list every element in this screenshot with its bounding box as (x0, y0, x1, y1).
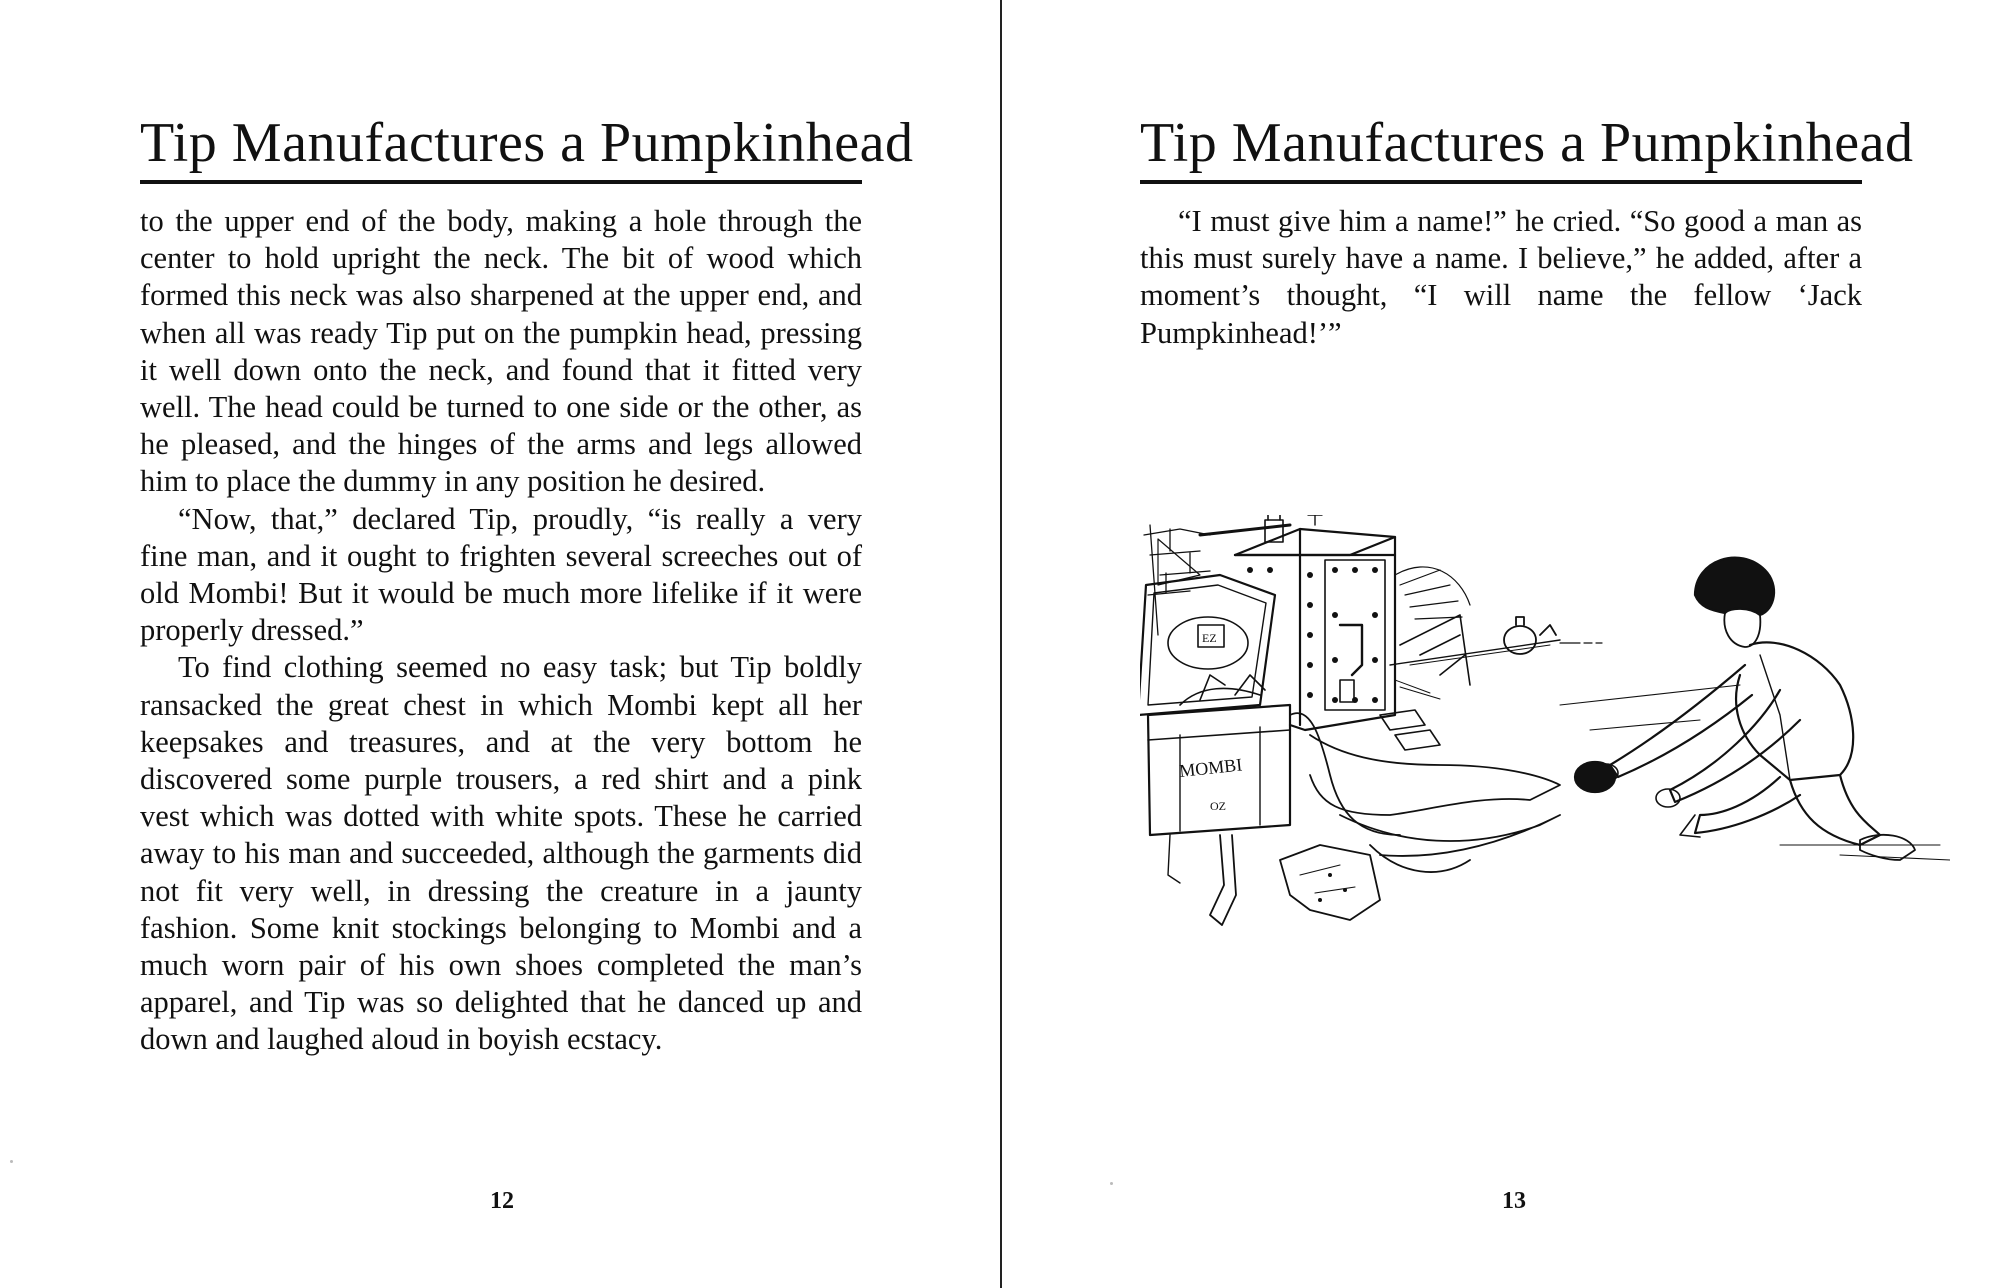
body-text (140, 203, 862, 1059)
clothes (1168, 710, 1560, 925)
paper-speck (10, 1160, 13, 1163)
chest-lid-tag: EZ (1202, 631, 1217, 645)
heading-rule (140, 180, 862, 184)
page-number: 12 (490, 1188, 514, 1214)
running-head: Tip Manufactures a Pumpkinhead (1140, 112, 1914, 174)
illustration-tip-with-chest (1140, 515, 1950, 1055)
left-page (140, 0, 914, 1288)
stairs (1390, 615, 1560, 699)
chest-sublabel: OZ (1210, 799, 1226, 813)
tip-figure (1575, 558, 1915, 860)
running-head: Tip Manufactures a Pumpkinhead (140, 112, 914, 174)
paragraph: “Now, that,” declared Tip, proudly, “is really a very fine man, and it ought to frighten several screeches out of old Mombi! But it would be much more lifelike if it were properly dressed.” (140, 501, 862, 648)
body-text (1140, 203, 1862, 352)
book-spine (1000, 0, 1002, 1288)
heading-rule (1140, 180, 1862, 184)
paper-speck (1110, 1182, 1113, 1185)
chest-label: MOMBI (1178, 754, 1244, 781)
paragraph: to the upper end of the body, making a hole through the center to hold upright the neck. The bit of wood which formed this neck was also sharpened at the upper end, and when all was ready Tip put on the pumpkin head, pressing it well down onto the neck, and found that it fitted very well. The head could be turned to one side or the other, as he pleased, and the hinges of the arms and legs allowed him to place the dummy in any position he desired. (140, 204, 862, 499)
jug (1504, 617, 1602, 654)
riveted-cabinet (1200, 515, 1395, 730)
fern (1395, 567, 1470, 619)
paragraph: To find clothing seemed no easy task; but Tip boldly ransacked the great chest in which Mombi kept all her keepsakes and treasures, and at the very bottom he discovered some purple trousers, a red shirt and a pink vest which was dotted with white spots. These he carried away to his man and succeeded, although the garments did not fit very well, in dressing the creature in a jaunty fashion. Some knit stockings belonging to Mombi and a much worn pair of his own shoes completed the man’s apparel, and Tip was so delighted that he danced up and down and laughed aloud in boyish ecstacy. (140, 650, 862, 1057)
page-number: 13 (1502, 1188, 1526, 1214)
paragraph: “I must give him a name!” he cried. “So good a man as this must surely have a name. I believe,” he added, after a moment’s thought, “I will name the fellow ‘Jack Pumpkinhead!’” (1140, 204, 1862, 350)
